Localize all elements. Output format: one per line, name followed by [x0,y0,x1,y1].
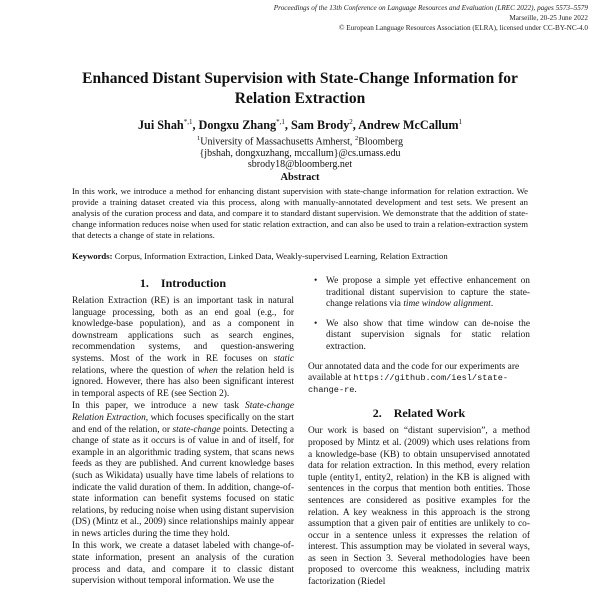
contribution-bullet: • We also show that time window can de-noise the distant supervision signals for static relation extraction. [314,318,530,352]
author-name: Andrew McCallum [358,118,459,133]
section-heading-introduction: 1. Introduction [139,276,227,290]
left-column [72,276,294,589]
author-list: Jui Shah$^{*,1}$, Dongxu Zhang$^{*,1}$, Sam Brody$^2$, Andrew McCallum$^1$ [137,118,463,133]
affiliations [40,133,560,171]
header-line-1: Proceedings of the 13th Conference on Language Resources and Evaluation (LREC 2022), pages 5573–5579 [273,4,588,12]
author-sup: *,1 [183,118,193,126]
proceedings-header [274,3,588,33]
author-name: Dongxu Zhang [198,118,277,133]
header-line-3: © European Language Resources Association (ELRA), licensed under CC-BY-NC-4.0 [339,24,588,32]
keywords-text: Corpus, Information Extraction, Linked Data, Weakly-supervised Learning, Relation Extraction [114,251,448,261]
author-sup: 2 [349,118,353,126]
affiliation-emails: {jbshah, dongxuzhang, mccallum}@cs.umass.edu [199,147,401,159]
author-name: Sam Brody [290,118,350,133]
paper-title [40,69,560,109]
abstract-heading: Abstract [280,172,320,183]
title-line-2: Relation Extraction [234,90,366,107]
related-work-paragraph: Our work is based on “distant supervision”, a method proposed by Mintz et al. (2009) which uses relations from a knowledge-base (KB) to obtain unsupervised annotated data for relation extraction. In this method, every relation tuple (entity1, entity2, relation) in the KB is aligned with sentences in the corpus that mention both entities. Those sentences are considered as positive examples for the relation. A key weakness in this approach is the strong assumption that a given pair of entities are unlikely to co-occur in a sentence unless it expresses the relation of interest. This assumption may be violated in several ways, as seen in Section 3. Several methodologies have been proposed to overcome this weakness, including matrix factorization (Riedel [308,426,530,588]
affiliation-line-1: $^1$University of Massachusetts Amherst, $^2$Bloomberg [196,135,404,148]
github-link[interactable]: https://github.com/iesl/state-change-re [308,373,509,395]
abstract-text: In this work, we introduce a method for enhancing distant supervision with state-change information for relation extraction. We provide a training dataset created via this process, along with manually-annotated development and test sets. We present an analysis of the curation process and data, and compare it to standard distant supervision. We demonstrate that the addition of state-change information reduces noise when used for static relation extraction, and can also be used to train a relation-extraction system that detects a change of state in relations. [72,186,528,240]
right-column [308,276,530,590]
author-sup: *,1 [276,118,285,126]
author-name: Jui Shah [137,118,184,133]
intro-paragraph-3: In this work, we create a dataset labeled with change-of-state information, present an analysis of the curation process and data, and compare it to classic distant supervision without temporal information. We use the [72,541,294,587]
bullet-icon: • [314,318,318,329]
bullet-icon: • [314,276,318,286]
data-availability: Our annotated data and the code for our experiments are available at https://github.com/iesl/state-change-re. [308,361,520,395]
keywords-label: Keywords: [72,251,113,261]
header-line-2: Marseille, 20-25 June 2022 [509,14,588,22]
section-heading-related-work: 2. Related Work [372,406,466,421]
title-line-1: Enhanced Distant Supervision with State-Change Information for [82,70,518,87]
intro-paragraph-2: In this paper, we introduce a new task State-change Relation Extraction, which focuses specifically on the start and end of the relation, or state-change points. Detecting a change of state as it occurs is of value in and of itself, for example in an algorithmic trading system, that scans news feeds as they are published. And current knowledge bases (such as Wikidata) usually have time labels of relations to indicate the valid duration of them. In addition, change-of-state information can benefit systems focused on static relations, by reducing noise when using distant supervision (DS) (Mintz et al., 2009) since relationships mainly appear in news articles during the time they hold. [72,401,295,539]
affiliation-email-2: sbrody18@bloomberg.net [247,159,353,171]
author-sup: 1 [458,118,463,126]
intro-paragraph-1: Relation Extraction (RE) is an important task in natural language processing, both as an end goal (e.g., for knowledge-base population), and as a component in downstream applications such as search engines, recommendation systems, and question-answering systems. Most of the work in RE focuses on static relations, where the question of when the relation held is ignored. However, there has also been significant interest in temporal aspects of RE (see Section 2). [72,296,294,399]
keywords [72,251,528,262]
contribution-bullet: • We propose a simple yet effective enhancement on traditional distant supervision to capture the state-change relations via time window alignment. [314,276,530,310]
